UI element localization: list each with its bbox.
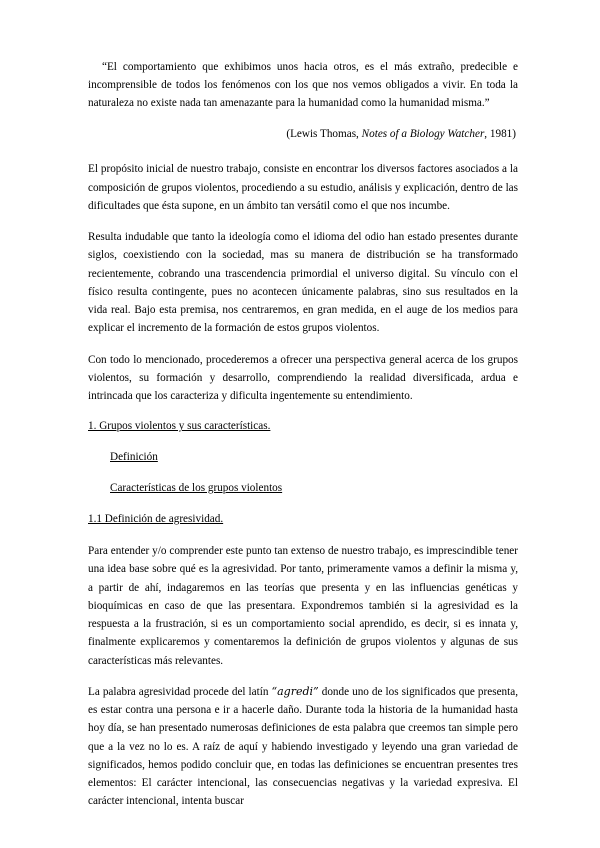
attribution-work-title: Notes of a Biology Watcher: [361, 128, 485, 141]
subheading-definicion: Definición: [110, 451, 158, 464]
epigraph-quote: “El comportamiento que exhibimos unos hacia otros, es el más extraño, predecible e incomprensible de todos los fenómenos con los que nos vemos obligados a vivir. En toda la naturaleza no existe nada tan amenazante para la humanidad como la humanidad misma.”: [88, 61, 518, 110]
final-paragraph-after: donde uno de los significados que presenta, es estar contra una persona e ir a hacerle daño. Durante toda la historia de la humanidad hasta hoy día, se han presentado numerosas definiciones de esta palabra que creemos tan simple pero que a la vez no lo es. A raíz de aquí y habiendo investigado y leyendo una gran variedad de significados, hemos podido concluir que, en todas las definiciones se encuentran presentes tres elementos: El carácter intencional, las consecuencias negativas y la variedad expresiva. El carácter intencional, intenta buscar: [88, 685, 518, 808]
epigraph-attribution: [88, 126, 518, 144]
subheading-1-1-definicion-agresividad: 1.1 Definición de agresividad.: [88, 513, 224, 526]
paragraph-etimologia: [88, 683, 518, 811]
attribution-prefix: (Lewis Thomas,: [286, 128, 362, 141]
subheading-caracteristicas: Características de los grupos violentos: [110, 482, 283, 495]
attribution-suffix: , 1981): [484, 128, 516, 141]
final-paragraph-before: La palabra agresividad procede del latín: [88, 685, 272, 698]
paragraph-purpose: El propósito inicial de nuestro trabajo, consiste en encontrar los diversos factores asociados a la composición de grupos violentos, procediendo a su estudio, análisis y explicación, dentro de las dificultades que ésta supone, en un ámbito tan versátil como el que nos incumbe.: [88, 163, 518, 212]
paragraph-agresividad-intro: Para entender y/o comprender este punto tan extenso de nuestro trabajo, es imprescindible tener una idea base sobre qué es la agresividad. Por tanto, primeramente vamos a definir la misma y, a partir de ahí, indagaremos en las teorías que presenta y en las influencias genéticas y bioquímicas en caso de que las presentara. Expondremos también si la agresividad es la respuesta a la frustración, si es un comportamiento social aprendido, es decir, si es innata y, finalmente explicaremos y comentaremos la definición de grupos violentos y algunas de sus características más relevantes.: [88, 545, 518, 667]
latin-term-agredi: “agredi”: [271, 684, 319, 698]
section-heading-1: 1. Grupos violentos y sus características.: [88, 420, 271, 433]
paragraph-ideology: Resulta indudable que tanto la ideología como el idioma del odio han estado presentes durante siglos, coexistiendo con la sociedad, mas su manera de distribución se ha transformado recientemente, cobrando una trascendencia primordial el universo digital. Su vínculo con el físico resulta contingente, pues no acontecen únicamente palabras, sino sus resultados en la vida real. Bajo esta premisa, nos centraremos, en gran medida, en el auge de los medios para explicar el incremento de la formación de estos grupos violentos.: [88, 231, 518, 335]
paragraph-overview: Con todo lo mencionado, procederemos a ofrecer una perspectiva general acerca de los grupos violentos, su formación y desarrollo, comprendiendo la realidad diversificada, ardua e intrincada que los caracteriza y dificulta ingentemente su entendimiento.: [88, 353, 518, 403]
